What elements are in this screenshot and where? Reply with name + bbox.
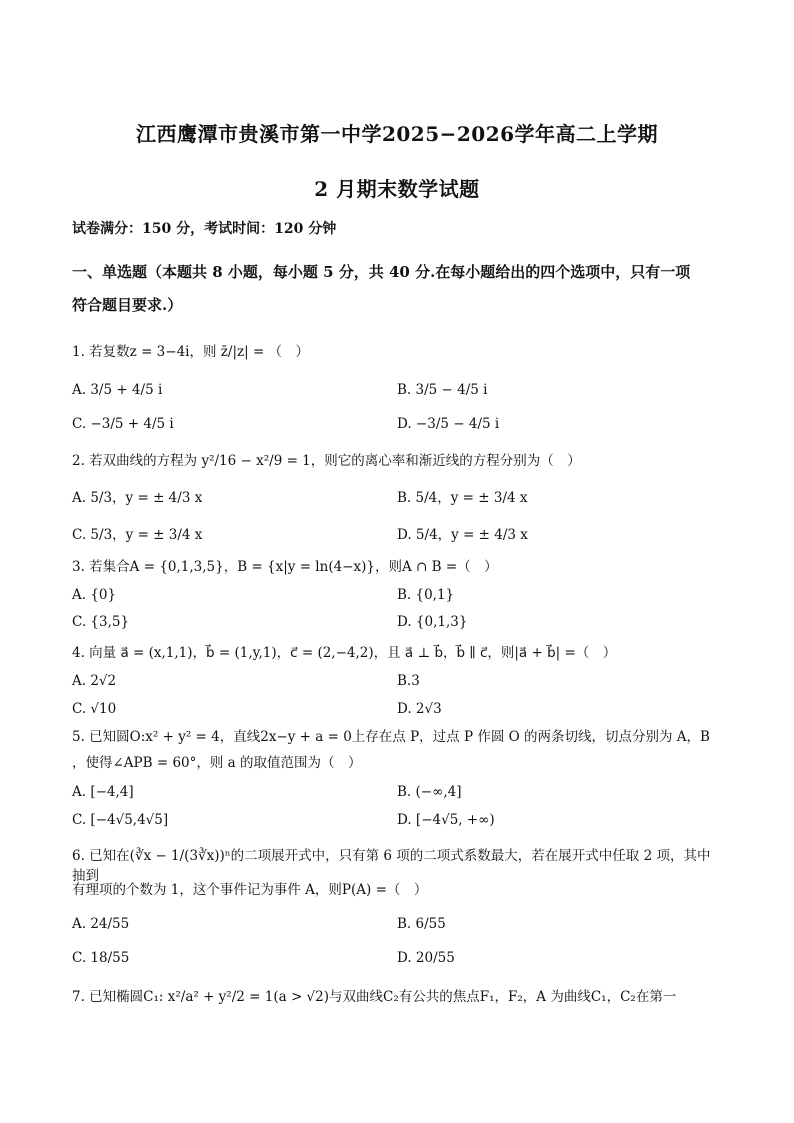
question-2-stem: 2. 若双曲线的方程为 y²/16 − x²/9 = 1，则它的离心率和渐近线的方程分别为（ ） xyxy=(72,453,581,469)
question-1-option-b: B. 3/5 − 4/5 i xyxy=(397,382,488,398)
question-5-option-c: C. [−4√5,4√5] xyxy=(72,812,169,828)
question-1-stem: 1. 若复数z = 3−4i，则 z̄/|z| = （ ） xyxy=(72,344,310,360)
question-4-option-c: C. √10 xyxy=(72,701,117,717)
exam-title-line1: 江西鹰潭市贵溪市第一中学2025−2026学年高二上学期 xyxy=(135,122,659,146)
question-2-option-c: C. 5/3，y = ± 3/4 x xyxy=(72,527,203,543)
question-1-option-d: D. −3/5 − 4/5 i xyxy=(397,416,500,432)
question-4-option-b: B.3 xyxy=(397,673,420,689)
question-1-option-c: C. −3/5 + 4/5 i xyxy=(72,416,174,432)
question-5-option-d: D. [−4√5, +∞) xyxy=(397,812,495,828)
question-4-option-d: D. 2√3 xyxy=(397,701,442,717)
exam-title-line2: 2 月期末数学试题 xyxy=(314,177,480,201)
question-6-option-c: C. 18/55 xyxy=(72,950,130,966)
question-4-stem: 4. 向量 a⃗ = (x,1,1)，b⃗ = (1,y,1)，c⃗ = (2,−4,2)，且 a⃗ ⊥ b⃗，b⃗ ∥ c⃗，则|a⃗ + b⃗| =（ ） xyxy=(72,645,617,661)
question-2-option-b: B. 5/4，y = ± 3/4 x xyxy=(397,490,528,506)
question-5-stem-line2: ，使得∠APB = 60°，则 a 的取值范围为（ ） xyxy=(72,755,362,771)
question-3-option-d: D. {0,1,3} xyxy=(397,614,468,630)
question-5-option-b: B. (−∞,4] xyxy=(397,784,462,800)
section-heading-line2: 符合题目要求.） xyxy=(72,296,183,314)
question-1-option-a: A. 3/5 + 4/5 i xyxy=(72,382,163,398)
question-3-stem: 3. 若集合A = {0,1,3,5}，B = {x|y = ln(4−x)}，则A ∩ B =（ ） xyxy=(72,559,498,575)
question-6-stem-line1: 6. 已知在(∛x − 1/(3∛x))ⁿ的二项展开式中，只有第 6 项的二项式系数最大，若在展开式中任取 2 项，其中抽到 xyxy=(72,848,711,884)
question-4-option-a: A. 2√2 xyxy=(72,673,117,689)
question-6-option-a: A. 24/55 xyxy=(72,916,130,932)
question-6-option-b: B. 6/55 xyxy=(397,916,446,932)
question-5-stem-line1: 5. 已知圆O:x² + y² = 4，直线2x−y + a = 0上存在点 P，过点 P 作圆 O 的两条切线，切点分别为 A，B xyxy=(72,729,710,745)
question-3-option-a: A. {0} xyxy=(72,587,117,603)
question-2-option-d: D. 5/4，y = ± 4/3 x xyxy=(397,527,528,543)
section-heading-line1: 一、单选题（本题共 8 小题，每小题 5 分，共 40 分.在每小题给出的四个选项中，只有一项 xyxy=(72,263,691,281)
exam-info: 试卷满分：150 分，考试时间：120 分钟 xyxy=(72,221,337,237)
question-5-option-a: A. [−4,4] xyxy=(72,784,134,800)
question-6-option-d: D. 20/55 xyxy=(397,950,455,966)
question-3-option-c: C. {3,5} xyxy=(72,614,130,630)
question-6-stem-line2: 有理项的个数为 1，这个事件记为事件 A，则P(A) =（ ） xyxy=(72,882,428,898)
question-7-stem: 7. 已知椭圆C₁: x²/a² + y²/2 = 1(a > √2)与双曲线C₂有公共的焦点F₁，F₂，A 为曲线C₁，C₂在第一 xyxy=(72,989,677,1005)
question-3-option-b: B. {0,1} xyxy=(397,587,455,603)
question-2-option-a: A. 5/3，y = ± 4/3 x xyxy=(72,490,203,506)
